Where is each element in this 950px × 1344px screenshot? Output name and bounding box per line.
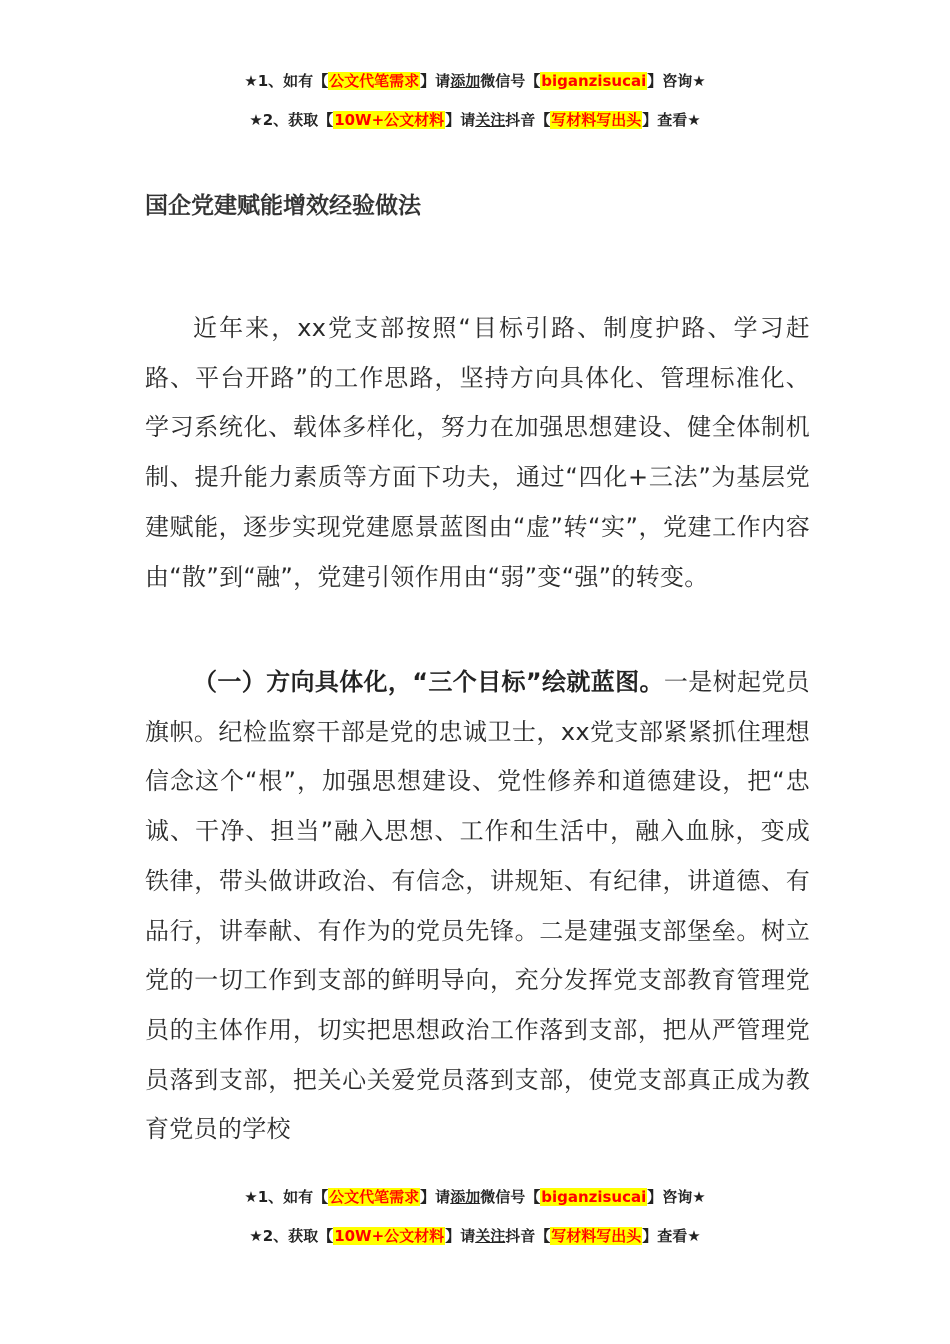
promo-banner-bottom [0, 1187, 950, 1246]
promo-highlight: biganzisucai [541, 72, 647, 90]
promo-underlined: 关注 [475, 1227, 506, 1245]
promo-text: ★1、如有【 [244, 1188, 329, 1206]
promo-line-1 [0, 71, 950, 91]
promo-highlight: 写材料写出头 [551, 111, 642, 129]
promo-text: 】咨询★ [647, 72, 706, 90]
promo-underlined: 添加 [450, 1188, 481, 1206]
promo-banner-top [0, 71, 950, 130]
promo-text: 】咨询★ [647, 1188, 706, 1206]
promo-line-2 [0, 1226, 950, 1246]
promo-line-2 [0, 110, 950, 130]
promo-text: ★2、获取【 [249, 1227, 334, 1245]
promo-underlined: 关注 [475, 111, 506, 129]
promo-highlight: biganzisucai [541, 1188, 647, 1206]
promo-text: 】请 [445, 111, 476, 129]
promo-underlined: 添加 [450, 72, 481, 90]
promo-highlight: 10W+公文材料 [334, 111, 445, 129]
promo-highlight: 10W+公文材料 [334, 1227, 445, 1245]
promo-text: 微信号【 [480, 1188, 541, 1206]
promo-highlight: 公文代笔需求 [329, 72, 420, 90]
promo-text: 】查看★ [642, 111, 701, 129]
promo-text: 抖音【 [505, 1227, 551, 1245]
promo-highlight: 写材料写出头 [551, 1227, 642, 1245]
promo-text: 抖音【 [505, 111, 551, 129]
section-body: 一是树起党员旗帜。纪检监察干部是党的忠诚卫士，xx党支部紧紧抓住理想信念这个“根”，加强思想建设、党性修养和道德建设，把“忠诚、干净、担当”融入思想、工作和生活中，融入血脉，变成铁律，带头做讲政治、有信念，讲规矩、有纪律，讲道德、有品行，讲奉献、有作为的党员先锋。二是建强支部堡垒。树立党的一切工作到支部的鲜明导向，充分发挥党支部教育管理党员的主体作用，切实把思想政治工作落到支部，把从严管理党员落到支部，把关心关爱党员落到支部，使党支部真正成为教育党员的学校 [145, 668, 810, 1144]
promo-line-1 [0, 1187, 950, 1207]
promo-text: 】查看★ [642, 1227, 701, 1245]
promo-highlight: 公文代笔需求 [329, 1188, 420, 1206]
promo-text: 】请 [420, 72, 451, 90]
body-paragraph-2 [145, 658, 810, 1155]
body-paragraph-1: 近年来，xx党支部按照“目标引路、制度护路、学习赶路、平台开路”的工作思路，坚持方向具体化、管理标准化、学习系统化、载体多样化，努力在加强思想建设、健全体制机制、提升能力素质等方面下功夫，通过“四化+三法”为基层党建赋能，逐步实现党建愿景蓝图由“虚”转“实”，党建工作内容由“散”到“融”，党建引领作用由“弱”变“强”的转变。 [145, 314, 810, 591]
promo-text: ★1、如有【 [244, 72, 329, 90]
document-title: 国企党建赋能增效经验做法 [145, 193, 421, 219]
promo-text: ★2、获取【 [249, 111, 334, 129]
promo-text: 】请 [420, 1188, 451, 1206]
section-heading: （一）方向具体化，“三个目标”绘就蓝图。 [193, 668, 664, 696]
promo-text: 微信号【 [480, 72, 541, 90]
promo-text: 】请 [445, 1227, 476, 1245]
